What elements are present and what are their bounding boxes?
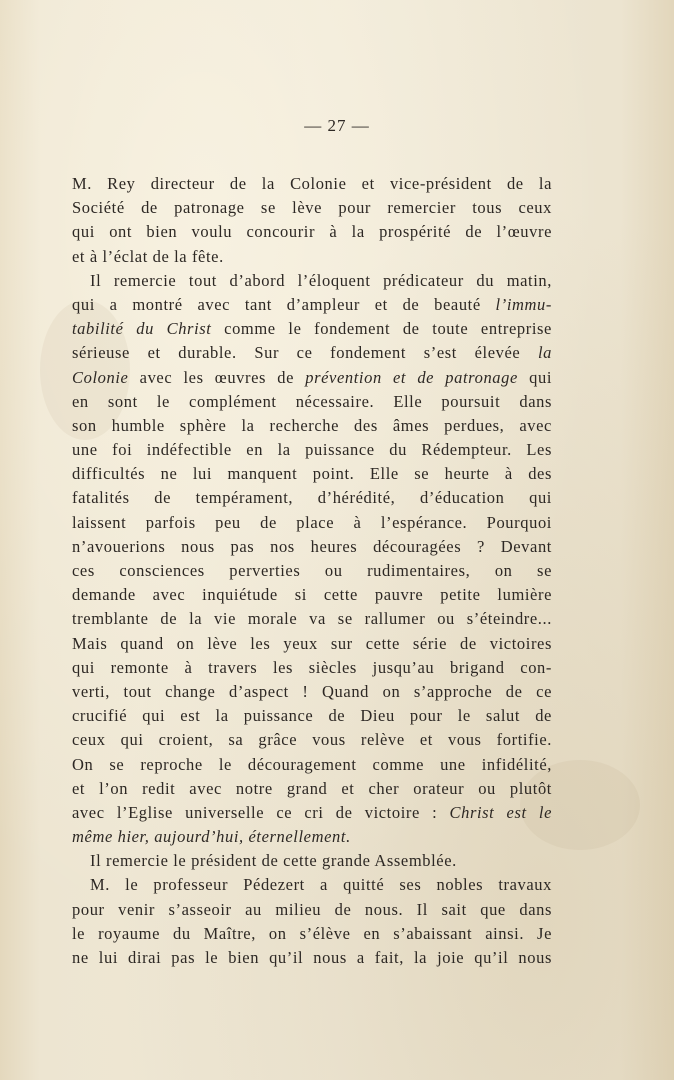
text-run: M. Rey directeur de la Colonie et vice-président de la (72, 174, 552, 193)
text-line (72, 680, 552, 704)
text-line (72, 535, 552, 559)
text-line (72, 293, 552, 317)
text-line (72, 486, 552, 510)
text-run: sérieuse et durable. Sur ce fondement s’est élevée (72, 343, 538, 363)
text-line (72, 898, 552, 922)
text-line (72, 220, 552, 244)
text-run: verti, tout change d’aspect ! Quand on s’approche de ce (72, 681, 552, 701)
text-line (72, 946, 552, 970)
text-run: difficultés ne lui manquent point. Elle se heurte à des (72, 464, 552, 484)
text-run: comme le fondement de toute entreprise (211, 319, 552, 339)
text-line (72, 414, 552, 438)
text-run: avec l’Eglise universelle ce cri de victoire : (72, 802, 450, 822)
text-run: en sont le complément nécessaire. Elle poursuit dans (72, 391, 552, 411)
text-run: M. le professeur Pédezert a quitté ses nobles travaux (90, 875, 552, 895)
text-line (72, 777, 552, 801)
text-line (72, 462, 552, 486)
text-run: laissent parfois peu de place à l’espérance. Pourquoi (72, 512, 552, 532)
text-run: Il remercie tout d’abord l’éloquent prédicateur du matin, (90, 270, 552, 290)
text-line (72, 873, 552, 897)
text-run: Il remercie le président de cette grande Assemblée. (90, 851, 457, 871)
text-line (72, 825, 552, 849)
text-run: tremblante de la vie morale va se rallumer ou s’éteindre... (72, 609, 552, 629)
text-run: et l’on redit avec notre grand et cher orateur ou plutôt (72, 778, 552, 798)
italic-text: la (537, 343, 552, 363)
text-run: qui ont bien voulu concourir à la prospérité de l’œuvre (72, 222, 552, 242)
text-run: qui (517, 367, 553, 387)
italic-text: Christ est le (449, 802, 552, 822)
text-run: pour venir s’asseoir au milieu de nous. Il sait que dans (72, 899, 552, 919)
text-line (72, 366, 552, 390)
text-line (72, 607, 552, 631)
text-run: Société de patronage se lève pour remercier tous ceux (72, 198, 552, 218)
text-line (72, 172, 552, 196)
text-line (72, 849, 552, 873)
text-run: n’avouerions nous pas nos heures découragées ? Devant (72, 536, 552, 556)
text-run: On se reproche le découragement comme une infidélité, (72, 754, 552, 774)
paragraph (72, 269, 552, 850)
text-run: fatalités de tempérament, d’hérédité, d’éducation qui (72, 488, 552, 508)
body-text (72, 172, 552, 970)
paragraph (72, 873, 552, 970)
text-line (72, 341, 552, 365)
text-run: et à l’éclat de la fête. (72, 246, 224, 266)
text-line (72, 704, 552, 728)
italic-text: prévention et de patronage (305, 367, 518, 387)
text-line (72, 438, 552, 462)
text-line (72, 559, 552, 583)
text-run: qui a montré avec tant d’ampleur et de beauté (72, 294, 496, 314)
text-run: ces consciences perverties ou rudimentaires, on se (72, 561, 552, 580)
text-run: qui remonte à travers les siècles jusqu’au brigand con- (72, 657, 552, 677)
paragraph (72, 849, 552, 873)
text-line (72, 801, 552, 825)
text-run: son humble sphère la recherche des âmes perdues, avec (72, 415, 552, 435)
text-run: crucifié qui est la puissance de Dieu pour le salut de (72, 706, 552, 726)
text-line (72, 269, 552, 293)
text-line (72, 922, 552, 946)
text-line (72, 656, 552, 680)
text-run: ne lui dirai pas le bien qu’il nous a fait, la joie qu’il nous (72, 948, 552, 967)
text-line (72, 728, 552, 752)
italic-text: Colonie (72, 367, 129, 387)
italic-text: l’immu- (495, 294, 552, 314)
text-line (72, 390, 552, 414)
italic-text: tabilité du Christ (72, 319, 212, 339)
text-run: avec les œuvres de (128, 367, 306, 387)
text-line (72, 583, 552, 607)
text-line (72, 753, 552, 777)
text-line (72, 245, 552, 269)
text-run: ceux qui croient, sa grâce vous relève et vous fortifie. (72, 730, 552, 750)
text-run: le royaume du Maître, on s’élève en s’abaissant ainsi. Je (72, 923, 552, 943)
text-line (72, 511, 552, 535)
text-run: demande avec inquiétude si cette pauvre petite lumière (72, 585, 552, 605)
page-number: — 27 — (304, 116, 370, 135)
text-line (72, 632, 552, 656)
paragraph (72, 172, 552, 269)
text-run: une foi indéfectible en la puissance du Rédempteur. Les (72, 440, 552, 460)
text-run: Mais quand on lève les yeux sur cette série de victoires (72, 633, 552, 653)
text-line (72, 317, 552, 341)
text-line (72, 196, 552, 220)
italic-text: même hier, aujourd’hui, éternellement. (72, 827, 351, 847)
